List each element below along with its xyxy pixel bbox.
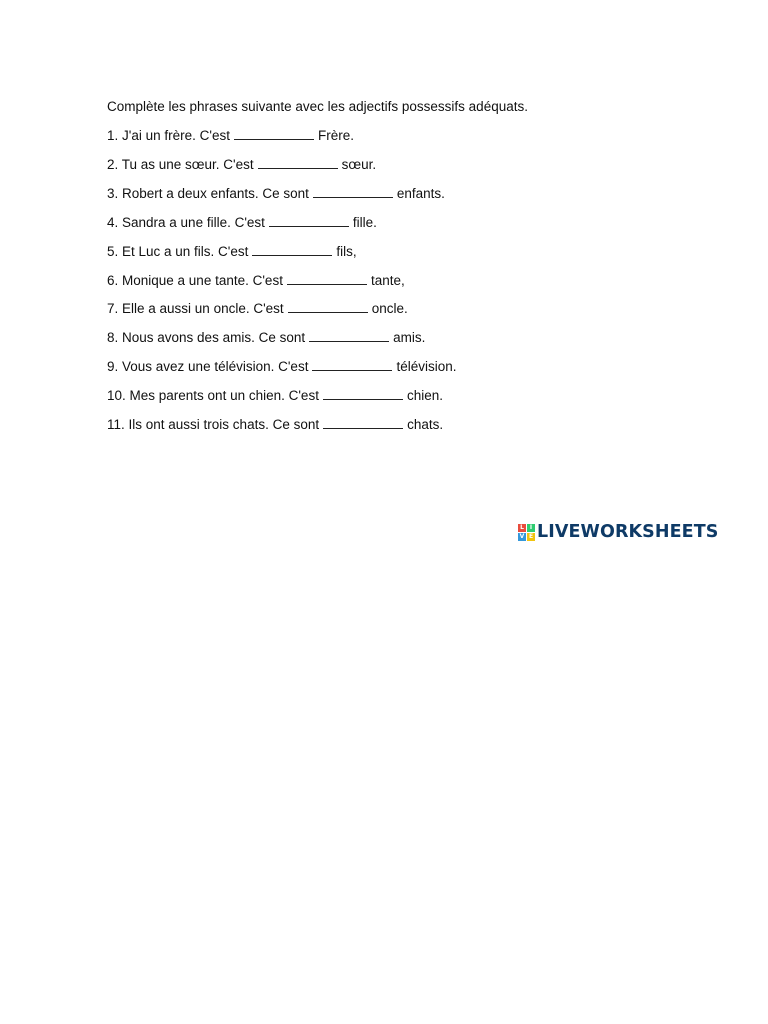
exercise-item-10: [107, 387, 443, 405]
item-text-after: enfants.: [396, 186, 445, 201]
item-text-before: 4. Sandra a une fille. C'est: [107, 215, 265, 230]
exercise-item-4: [107, 214, 377, 232]
item-text-after: oncle.: [371, 301, 408, 316]
liveworksheets-logo[interactable]: [518, 521, 718, 543]
logo-mark-letter: I: [527, 524, 535, 532]
answer-blank[interactable]: [309, 329, 389, 342]
logo-mark-letter: V: [519, 532, 525, 540]
answer-blank[interactable]: [252, 243, 332, 256]
item-text-before: 3. Robert a deux enfants. Ce sont: [107, 186, 309, 201]
answer-blank[interactable]: [288, 300, 368, 313]
item-text-before: 1. J'ai un frère. C'est: [107, 128, 230, 143]
item-text-after: fils,: [336, 244, 357, 259]
item-text-after: chats.: [407, 417, 444, 432]
item-text-before: 2. Tu as une sœur. C'est: [107, 157, 254, 172]
item-text-before: 8. Nous avons des amis. Ce sont: [107, 330, 306, 345]
item-text-after: télévision.: [396, 359, 457, 374]
logo-text: LIVEWORKSHEETS: [537, 522, 719, 542]
answer-blank[interactable]: [323, 416, 403, 429]
item-text-after: fille.: [352, 215, 377, 230]
exercise-item-3: [107, 185, 445, 203]
exercise-item-7: [107, 300, 408, 318]
item-text-before: 5. Et Luc a un fils. C'est: [107, 244, 249, 259]
answer-blank[interactable]: [313, 185, 393, 198]
exercise-item-5: [107, 243, 357, 261]
item-text-before: 6. Monique a une tante. C'est: [107, 273, 283, 288]
answer-blank[interactable]: [234, 127, 314, 140]
exercise-item-2: [107, 156, 376, 174]
exercise-item-1: [107, 127, 354, 145]
item-text-after: tante,: [370, 273, 405, 288]
instruction-text: Complète les phrases suivante avec les adjectifs possessifs adéquats.: [107, 99, 528, 114]
item-text-before: 7. Elle a aussi un oncle. C'est: [107, 301, 284, 316]
item-text-before: 10. Mes parents ont un chien. C'est: [107, 388, 319, 403]
answer-blank[interactable]: [287, 272, 367, 285]
item-text-before: 11. Ils ont aussi trois chats. Ce sont: [107, 417, 320, 432]
item-text-after: chien.: [406, 388, 443, 403]
answer-blank[interactable]: [323, 387, 403, 400]
item-text-before: 9. Vous avez une télévision. C'est: [107, 359, 309, 374]
exercise-item-11: [107, 416, 443, 434]
answer-blank[interactable]: [258, 156, 338, 169]
logo-mark-letter: E: [528, 532, 534, 540]
item-text-after: amis.: [393, 330, 426, 345]
exercise-item-9: [107, 358, 457, 376]
answer-blank[interactable]: [269, 214, 349, 227]
item-text-after: Frère.: [317, 128, 354, 143]
exercise-item-6: [107, 272, 405, 290]
item-text-after: sœur.: [341, 157, 377, 172]
logo-mark-icon: [518, 524, 535, 541]
exercise-item-8: [107, 329, 425, 347]
answer-blank[interactable]: [312, 358, 392, 371]
logo-mark-letter: L: [518, 524, 526, 532]
